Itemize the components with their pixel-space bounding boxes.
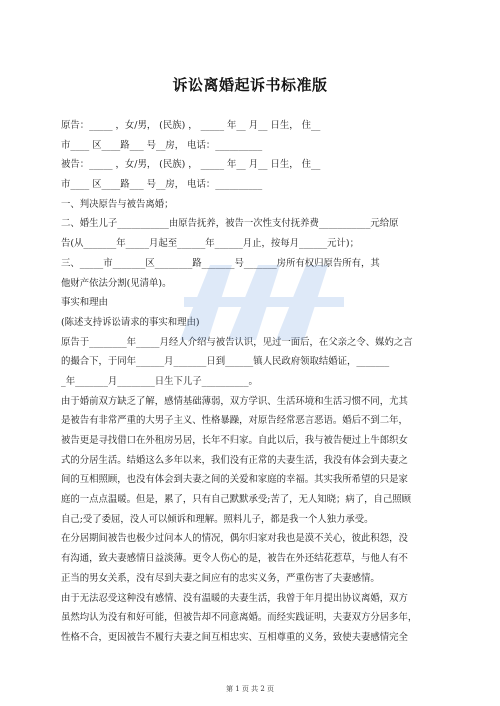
- document-line: 市____ 区____路___ 号__房， 电话：__________: [61, 139, 263, 151]
- document-line: 式的分居生活。结婚这么多年以来，我们没有正常的夫妻生活，我没有体会到夫妻之: [61, 454, 408, 466]
- document-line: 他财产依法分割(见清单)。: [61, 277, 172, 289]
- page-footer: 第 1 页 共 2 页: [225, 685, 275, 693]
- document-body: [61, 116, 445, 648]
- document-line: 原告于________年_____月经人介绍与被告认识，见过一面后，在父亲之令、媒妁之言: [61, 336, 413, 348]
- document-line: 有沟通，致夫妻感情日益淡薄。更令人伤心的是，被告在外还结花惹草，与他人有不: [61, 553, 408, 565]
- document-line: 间的互相照顾，也没有体会到夫妻之间的关爱和家庭的幸福。其实我所希望的只是家: [61, 474, 408, 486]
- document-line: 市____ 区____路___ 号__房， 电话：__________: [61, 179, 263, 191]
- document-line: 正当的男女关系，没有尽到夫妻之间应有的忠实义务，严重伤害了夫妻感情。: [61, 572, 380, 584]
- document-line: (陈述支持诉讼请求的事实和理由): [61, 316, 200, 328]
- document-line: 二、婚生儿子___________由原告抚养，被告一次性支付抚养费___________元给原: [61, 218, 399, 230]
- document-line: 由于无法忍受这种没有感情、没有温暖的夫妻生活，我曾于年月提出协议离婚，双方: [61, 592, 408, 604]
- document-line: 的撮合下，于同年______月_______日到______镇人民政府领取结婚证，_______: [61, 356, 390, 368]
- document-line: 自己;受了委屈，没人可以倾诉和理解。照料儿子，都是我一个人独力承受。: [61, 513, 374, 525]
- document-line: 被告：_____ ，女/男， (民族) ， _____ 年__ 月__ 日生， 住__: [61, 159, 321, 171]
- document-line: 原告：_____ ，女/男， (民族) ， _____ 年__ 月__ 日生， 住__: [61, 120, 321, 131]
- document-line: 三、_____市_______区________路_______号_______房所有权归原告所有，其: [61, 257, 380, 269]
- document-line: 事实和理由: [61, 297, 108, 309]
- document-line: _年_______月________日生下儿子__________。: [61, 375, 258, 387]
- document-title: 诉讼离婚起诉书标准版: [172, 76, 328, 94]
- document-line: 庭的一点点温暖。但是，累了，只有自己默默承受;苦了，无人知晓；病了，自己照顾: [61, 494, 412, 506]
- document-line: 告(从_______年_____月起至______年______月止，按每月______元计)；: [61, 238, 359, 250]
- document-line: 是被告有非常严重的大男子主义、性格暴躁，对原告经常恶言恶语。婚后不到二年，: [61, 415, 408, 427]
- document-line: 性格不合，更因被告不履行夫妻之间互相忠实、互相尊重的义务，致使夫妻感情完全: [61, 631, 408, 643]
- document-line: 由于婚前双方缺乏了解，感情基础薄弱，双方学识、生活环境和生活习惯不同，尤其: [61, 395, 408, 407]
- document-line: 虽然均认为没有和好可能，但被告却不同意离婚。而经实践证明，夫妻双方分居多年，: [61, 612, 418, 624]
- document-line: 一、判决原告与被告离婚；: [61, 198, 174, 210]
- document-line: 被告更是寻找借口在外租房另居，长年不归家。自此以后，我与被告便过上牛郎织女: [61, 435, 408, 446]
- document-line: 在分居期间被告也极少过问本人的情况，偶尔归家对我也是漠不关心，彼此积怨，没: [61, 533, 408, 545]
